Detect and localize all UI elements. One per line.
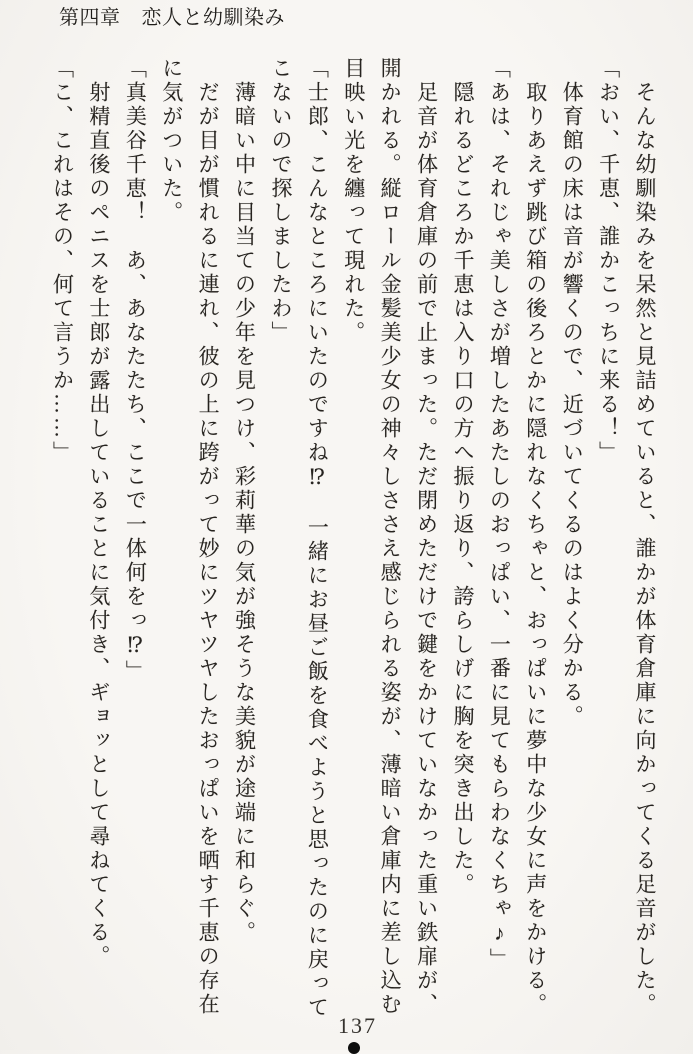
paragraph: 「おい、千恵、誰かこっちに来る！」 [596, 57, 621, 465]
paragraph: そんな幼馴染みを呆然と見詰めていると、誰かが体育倉庫に向かってくる足音がした。 [633, 57, 657, 1017]
paragraph: 取りあえず跳び箱の後ろとかに隠れなくちゃと、おっぱいに夢中な少女に声をかける。 [523, 57, 548, 1017]
paragraph: だが目が慣れるに連れ、彼の上に跨がって妙にツヤツヤしたおっぱいを晒す千恵の存在に気がついた。 [159, 57, 221, 1017]
chapter-title: 恋人と幼馴染み [141, 7, 285, 29]
chapter-header [59, 7, 285, 29]
paragraph: 射精直後のペニスを士郎が露出していることに気付き、ギョッとして尋ねてくる。 [86, 57, 111, 969]
paragraph: 体育館の床は音が響くので、近づいてくるのはよく分かる。 [560, 57, 585, 729]
page-number: 137 [338, 1013, 377, 1038]
body-text [44, 57, 663, 1026]
paragraph: 「士郎、こんなところにいたのですね⁉ 一緒にお昼ご飯を食べようと思ったのに戻ってこないので探しましたわ」 [268, 57, 330, 1020]
chapter-number: 第四章 [59, 7, 121, 29]
bottom-edge-dot [348, 1042, 360, 1054]
paragraph: 「こ、これはその、何て言うか……」 [50, 57, 75, 465]
paragraph: 薄暗い中に目当ての少年を見つけ、彩莉華の気が強そうな美貌が途端に和らぐ。 [232, 57, 257, 945]
paragraph: 「真美谷千恵！ あ、あなたたち、ここで一体何をっ⁉」 [123, 57, 148, 684]
paragraph: 隠れるどころか千恵は入り口の方へ振り返り、誇らしげに胸を突き出した。 [450, 57, 475, 897]
paragraph: 「あは、それじゃ美しさが増したあたしのおっぱい、一番に見てもらわなくちゃ♪」 [487, 57, 512, 972]
paragraph: 足音が体育倉庫の前で止まった。ただ閉めただけで鍵をかけていなかった重い鉄扉が、開かれる。縦ロール金髪美少女の神々しささえ感じられる姿が、薄暗い倉庫内に差し込む目映い光を纏って現れた。 [341, 57, 439, 1017]
